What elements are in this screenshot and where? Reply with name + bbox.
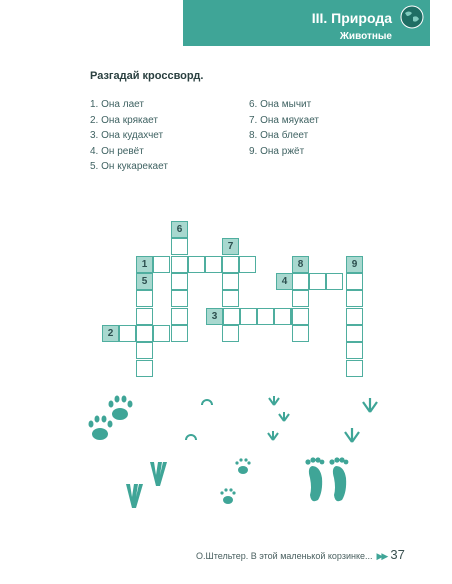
section-title: Животные	[339, 31, 392, 42]
crossword-numbered-cell[interactable]: 5	[136, 273, 153, 290]
clue-4: 4. Он ревёт	[90, 145, 144, 157]
bird-track-icon	[268, 396, 289, 440]
duck-foot-icon	[126, 462, 167, 508]
clue-9: 9. Она ржёт	[249, 145, 305, 157]
crossword-numbered-cell[interactable]: 9	[346, 256, 363, 273]
clue-6: 6. Она мычит	[249, 99, 312, 110]
clue-5: 5. Он кукарекает	[90, 161, 168, 172]
chapter-title: III. Природа	[311, 10, 392, 26]
paw-print-icon	[235, 458, 250, 474]
crossword-numbered-cell[interactable]: 8	[292, 256, 309, 273]
footer	[196, 547, 405, 562]
clue-8: 8. Она блеет	[249, 130, 309, 141]
source-title: О.Штельтер. В этой маленькой корзинке...	[196, 551, 373, 561]
clue-1: 1. Она лает	[90, 99, 144, 110]
bird-track-icon	[345, 398, 377, 442]
paw-print-icon	[220, 488, 235, 504]
clue-7: 7. Она мяукает	[249, 114, 320, 126]
crossword-numbered-cell[interactable]: 7	[222, 238, 239, 255]
crossword-numbered-cell[interactable]: 2	[102, 325, 119, 342]
paw-print-icon	[89, 416, 113, 441]
crossword-numbered-cell[interactable]: 6	[171, 221, 188, 238]
crossword-numbered-cell[interactable]: 1	[136, 256, 153, 273]
task-instruction: Разгадай кроссворд.	[90, 70, 204, 82]
hoof-print-icon	[202, 400, 212, 405]
hoof-print-icon	[186, 435, 196, 440]
crossword-numbered-cell[interactable]: 4	[276, 273, 293, 290]
clue-3: 3. Она кудахчет	[90, 130, 164, 141]
bear-foot-icon	[305, 457, 348, 501]
crossword-numbered-cell[interactable]: 3	[206, 308, 223, 325]
arrow-icon: ▶▶	[376, 551, 387, 561]
page-number: 37	[390, 547, 405, 562]
paw-print-icon	[109, 396, 133, 421]
clue-2: 2. Она крякает	[90, 114, 158, 126]
